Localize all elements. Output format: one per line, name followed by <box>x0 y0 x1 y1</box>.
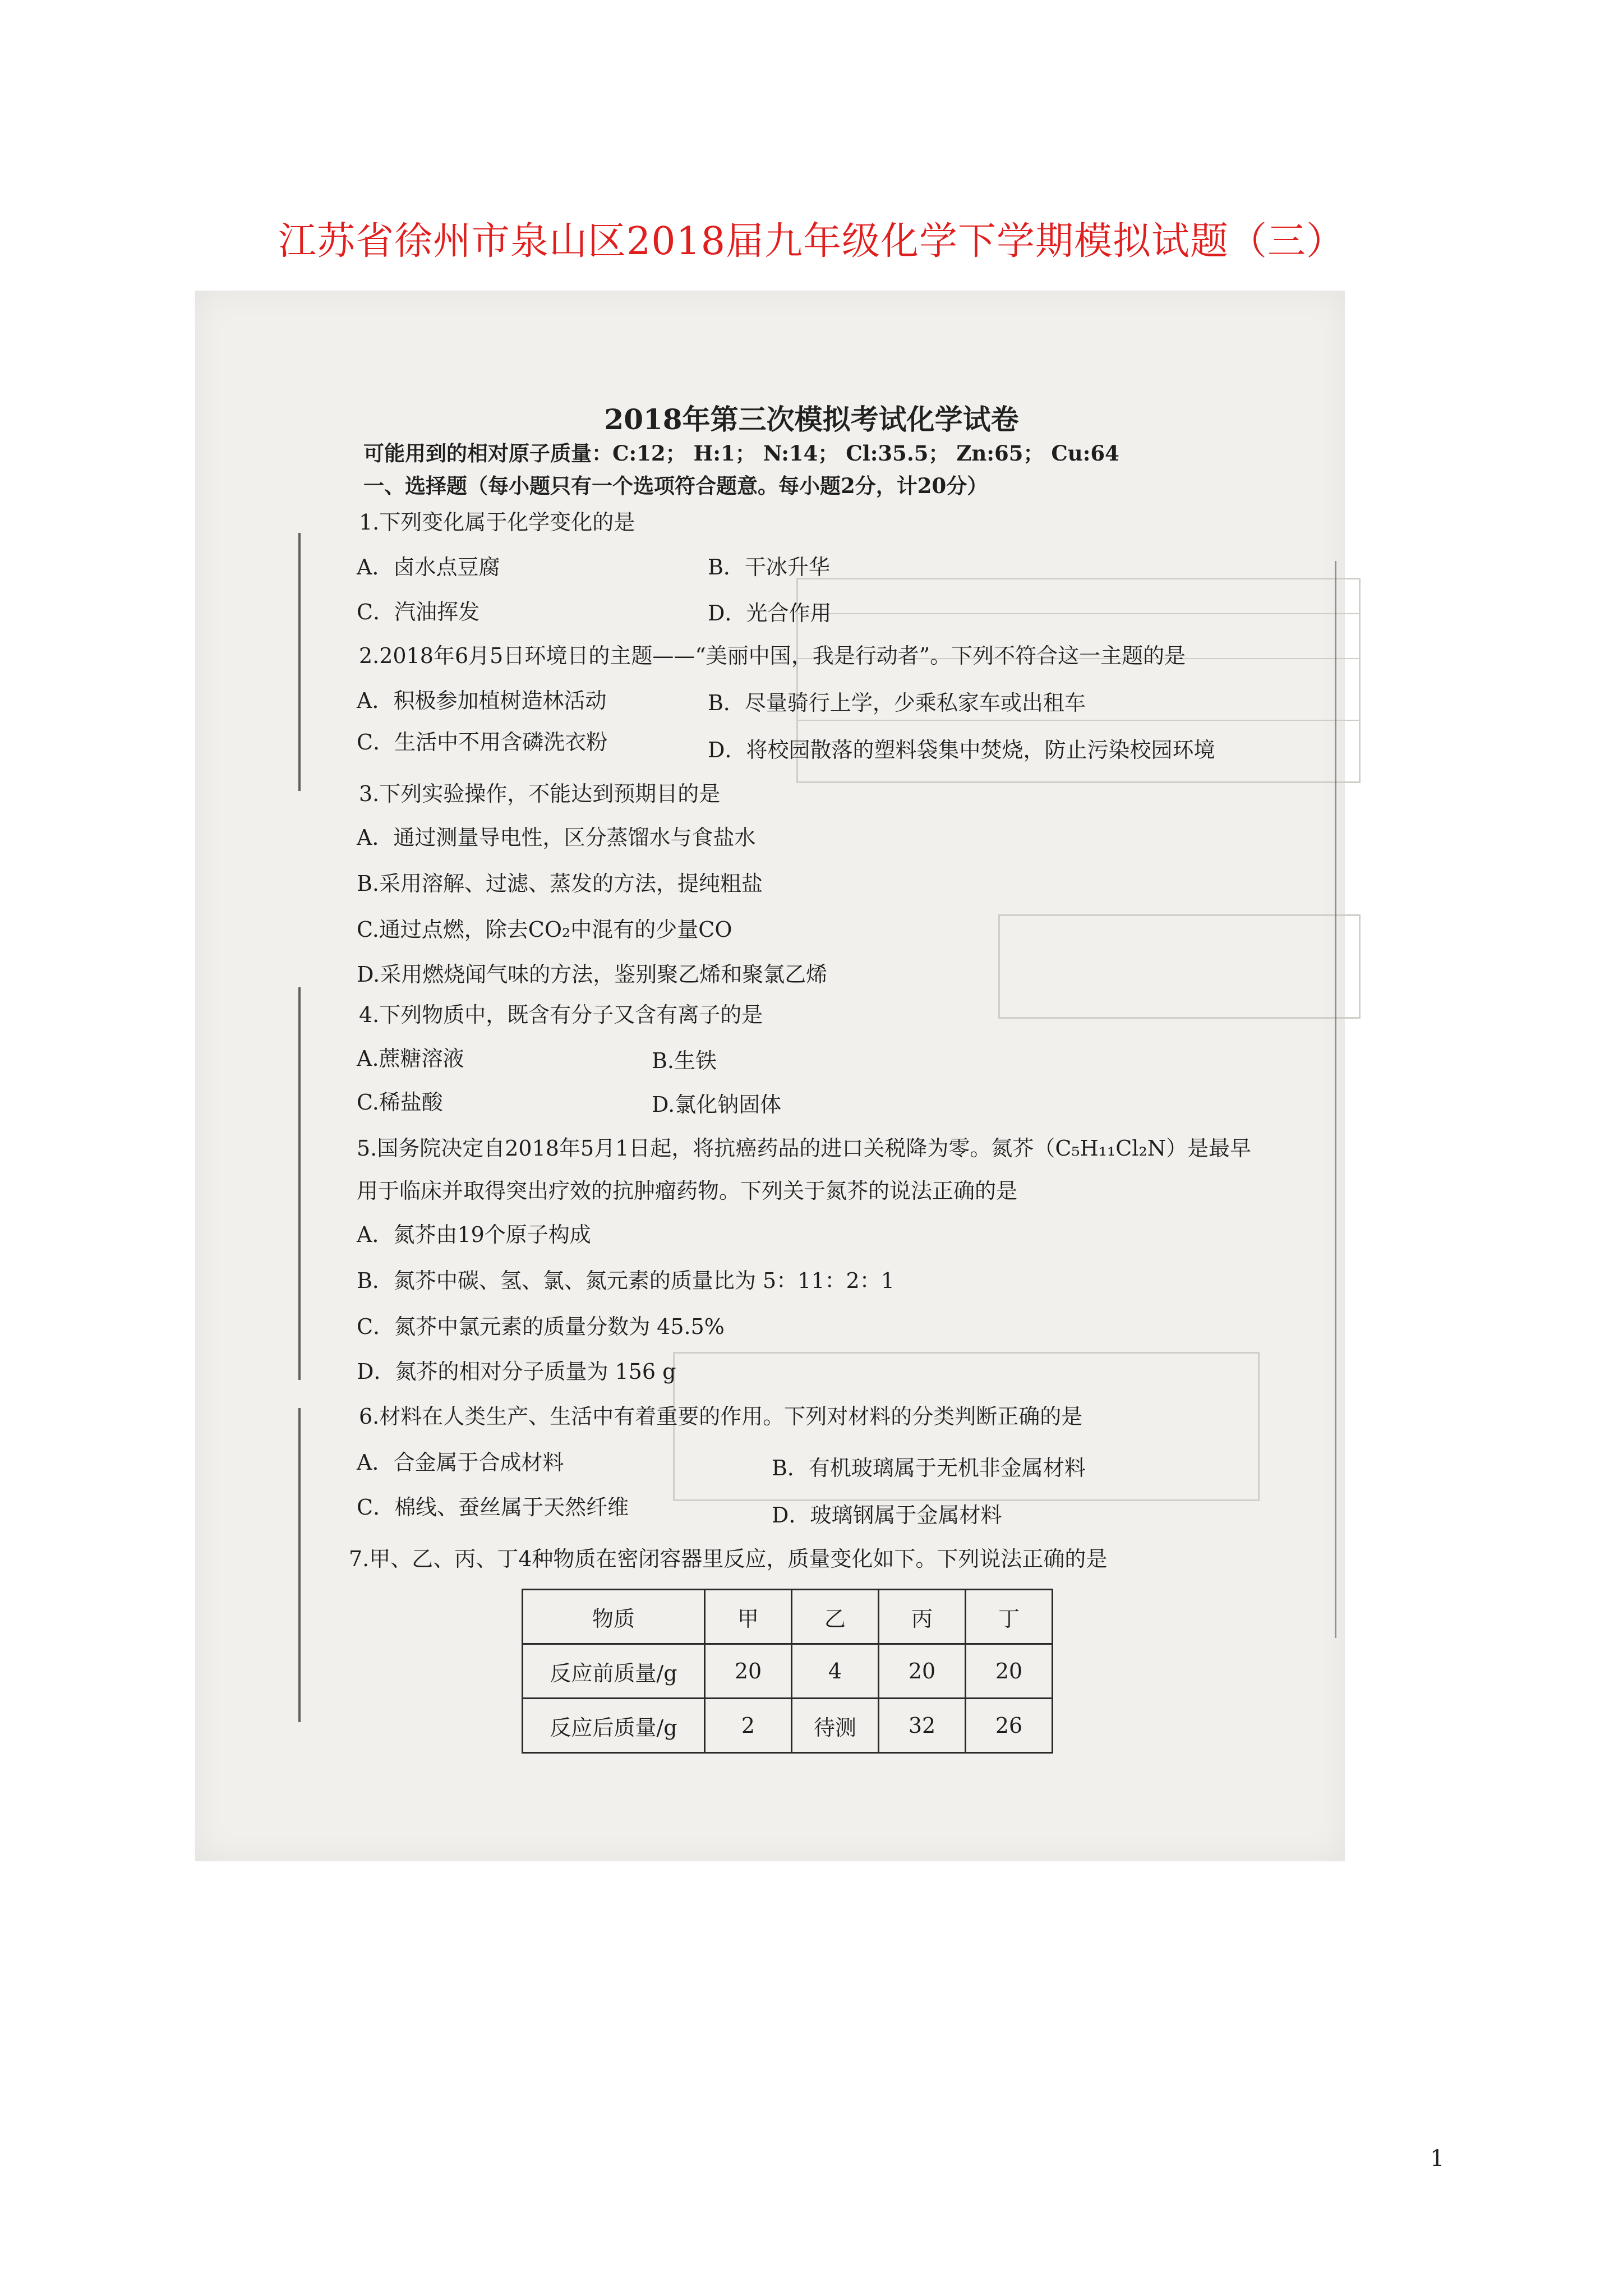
question-4-option-c: C.稀盐酸 <box>357 1090 443 1115</box>
table-cell: 20 <box>879 1644 966 1699</box>
question-6-option-a: A．合金属于合成材料 <box>357 1450 564 1475</box>
bleed-through-table <box>998 914 1361 1019</box>
question-1-stem: 1.下列变化属于化学变化的是 <box>359 510 635 535</box>
mass-change-table <box>522 1589 1053 1754</box>
question-6-option-d: D．玻璃钢属于金属材料 <box>772 1503 1002 1527</box>
question-1-option-a: A．卤水点豆腐 <box>357 555 500 579</box>
question-2-option-a: A．积极参加植树造林活动 <box>357 688 607 713</box>
table-cell: 26 <box>966 1699 1053 1753</box>
question-1-option-b: B．干冰升华 <box>708 555 830 579</box>
binding-margin-line <box>298 987 301 1380</box>
question-2-option-d: D．将校园散落的塑料袋集中焚烧，防止污染校园环境 <box>708 738 1215 762</box>
question-4-option-b: B.生铁 <box>652 1048 717 1073</box>
question-1-option-c: C．汽油挥发 <box>357 600 480 624</box>
question-2-option-c: C．生活中不用含磷洗衣粉 <box>357 730 608 754</box>
table-cell: 反应前质量/g <box>523 1644 705 1699</box>
question-6-option-b: B．有机玻璃属于无机非金属材料 <box>772 1456 1086 1480</box>
table-cell: 20 <box>705 1644 792 1699</box>
question-4-option-d: D.氯化钠固体 <box>652 1092 782 1117</box>
table-row <box>523 1699 1053 1753</box>
table-header-cell: 甲 <box>705 1590 792 1644</box>
document-title: 江苏省徐州市泉山区2018届九年级化学下学期模拟试题（三） <box>278 219 1345 264</box>
question-5-option-b: B．氮芥中碳、氢、氯、氮元素的质量比为 5：11：2：1 <box>357 1268 895 1293</box>
question-3-stem: 3.下列实验操作，不能达到预期目的是 <box>359 781 721 806</box>
question-1-option-d: D．光合作用 <box>708 601 832 625</box>
question-7-stem: 7.甲、乙、丙、丁4种物质在密闭容器里反应，质量变化如下。下列说法正确的是 <box>349 1547 1108 1571</box>
question-5-option-c: C．氮芥中氯元素的质量分数为 45.5% <box>357 1314 725 1339</box>
question-5-option-a: A．氮芥由19个原子构成 <box>357 1222 591 1247</box>
section-heading: 一、选择题（每小题只有一个选项符合题意。每小题2分，计20分） <box>363 473 988 498</box>
question-4-option-a: A.蔗糖溶液 <box>357 1046 464 1071</box>
question-2-option-b: B．尽量骑行上学，少乘私家车或出租车 <box>708 691 1086 715</box>
table-header-row <box>523 1590 1053 1644</box>
table-row <box>523 1644 1053 1699</box>
question-5-stem-continued: 用于临床并取得突出疗效的抗肿瘤药物。下列关于氮芥的说法正确的是 <box>357 1179 1018 1203</box>
table-cell: 4 <box>792 1644 879 1699</box>
table-cell: 反应后质量/g <box>523 1699 705 1753</box>
table-header-cell: 乙 <box>792 1590 879 1644</box>
binding-margin-line <box>298 533 301 791</box>
question-5-stem: 5.国务院决定自2018年5月1日起，将抗癌药品的进口关税降为零。氮芥（C₅H₁₁Cl₂N）是最早 <box>357 1136 1251 1161</box>
table-header-cell: 物质 <box>523 1590 705 1644</box>
question-3-option-b: B.采用溶解、过滤、蒸发的方法，提纯粗盐 <box>357 871 763 896</box>
table-cell: 20 <box>966 1644 1053 1699</box>
question-3-option-d: D.采用燃烧闻气味的方法，鉴别聚乙烯和聚氯乙烯 <box>357 962 828 987</box>
question-5-option-d: D．氮芥的相对分子质量为 156 g <box>357 1359 676 1384</box>
question-6-stem: 6.材料在人类生产、生活中有着重要的作用。下列对材料的分类判断正确的是 <box>359 1404 1083 1429</box>
question-2-stem: 2.2018年6月5日环境日的主题——“美丽中国，我是行动者”。下列不符合这一主题的是 <box>359 643 1186 668</box>
binding-margin-line <box>298 1408 301 1722</box>
question-6-option-c: C．棉线、蚕丝属于天然纤维 <box>357 1495 629 1520</box>
exam-title: 2018年第三次模拟考试化学试卷 <box>604 403 1019 436</box>
scan-edge-line <box>1335 561 1336 1638</box>
page-number: 1 <box>1430 2146 1445 2171</box>
atomic-masses: 可能用到的相对原子质量：C:12； H:1； N:14； Cl:35.5； Zn:65； Cu:64 <box>363 441 1119 466</box>
table-cell: 32 <box>879 1699 966 1753</box>
question-3-option-a: A．通过测量导电性，区分蒸馏水与食盐水 <box>357 825 756 850</box>
table-header-cell: 丙 <box>879 1590 966 1644</box>
table-header-cell: 丁 <box>966 1590 1053 1644</box>
table-cell: 2 <box>705 1699 792 1753</box>
question-3-option-c: C.通过点燃，除去CO₂中混有的少量CO <box>357 917 732 942</box>
question-4-stem: 4.下列物质中，既含有分子又含有离子的是 <box>359 1002 763 1027</box>
table-cell: 待测 <box>792 1699 879 1753</box>
